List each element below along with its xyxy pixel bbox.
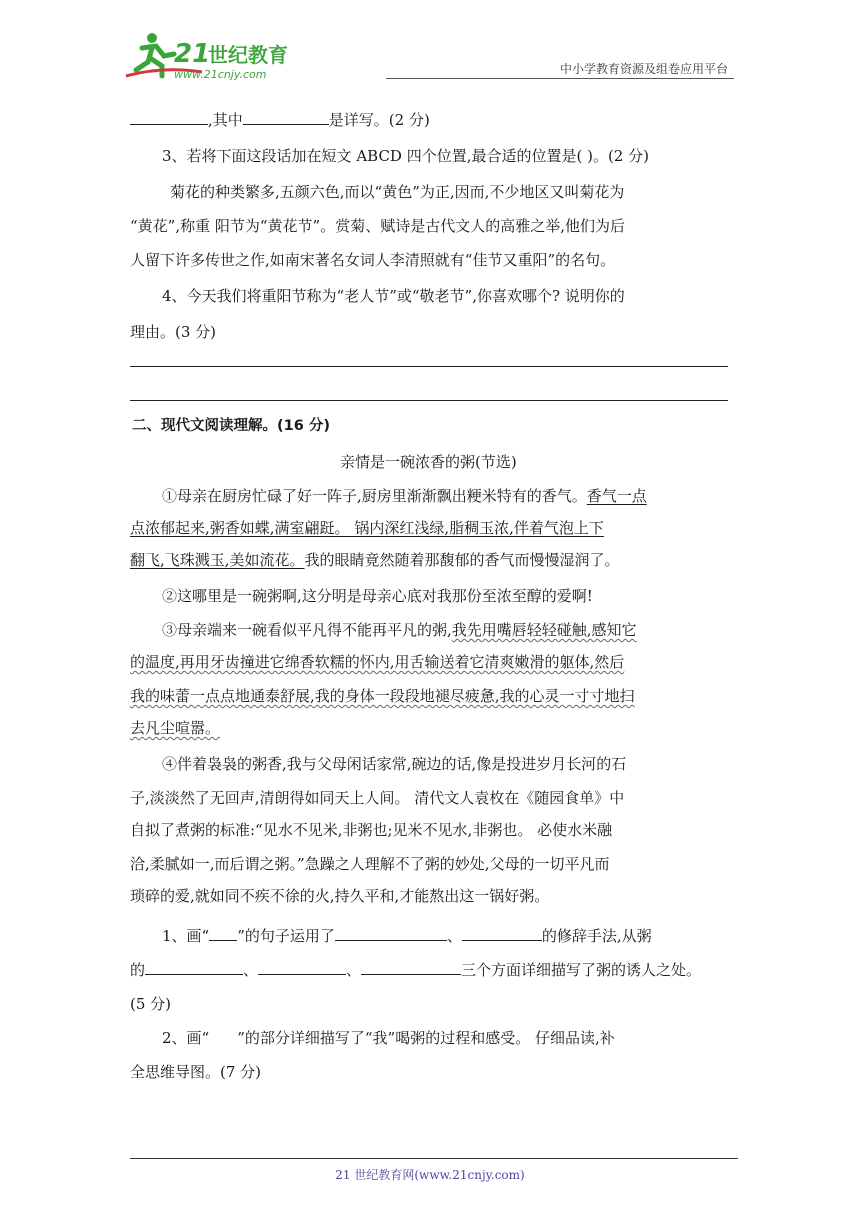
footer-rule bbox=[130, 1158, 738, 1159]
underlined-sentence: 香气一点 bbox=[586, 487, 647, 505]
page-footer bbox=[0, 1166, 860, 1183]
paragraph-1: 翻飞,飞珠溅玉,美如流花。我的眼睛竟然随着那馥郁的香气而慢慢湿润了。 bbox=[130, 551, 620, 569]
footer-link[interactable]: 21 世纪教育网(www.21cnjy.com) bbox=[335, 1168, 525, 1182]
paragraph-3 bbox=[130, 686, 635, 706]
passage-line: 人留下许多传世之作,如南宋著名女词人李清照就有“佳节又重阳”的名句。 bbox=[130, 251, 616, 269]
question-3: 3、若将下面这段话加在短文 ABCD 四个位置,最合适的位置是( )。(2 分) bbox=[162, 147, 649, 165]
answer-blank[interactable] bbox=[335, 926, 447, 941]
paragraph-1: ①母亲在厨房忙碌了好一阵子,厨房里渐渐飘出粳米特有的香气。香气一点 bbox=[162, 487, 647, 505]
underlined-sentence: 锅内深红浅绿,脂稠玉浓,伴着气泡上下 bbox=[349, 519, 604, 537]
paragraph-4: 琐碎的爱,就如同不疾不徐的火,持久平和,才能熬出这一锅好粥。 bbox=[130, 887, 550, 905]
article-title: 亲情是一碗浓香的粥(节选) bbox=[340, 453, 517, 471]
wavy-underlined-part: 去凡尘喧嚣。 bbox=[130, 719, 221, 737]
site-logo bbox=[122, 26, 322, 82]
question-2-cont: 全思维导图。(7 分) bbox=[130, 1063, 262, 1081]
answer-blank[interactable] bbox=[145, 960, 243, 975]
logo-url: www.21cnjy.com bbox=[174, 68, 267, 81]
paragraph-4: ④伴着袅袅的粥香,我与父母闲话家常,碗边的话,像是投进岁月长河的石 bbox=[162, 755, 627, 773]
question-1: 1、画“ ”的句子运用了 、 的修辞手法,从粥 bbox=[162, 927, 652, 945]
underlined-sentence: 翻飞,飞珠溅玉,美如流花。 bbox=[130, 551, 305, 569]
answer-blank[interactable] bbox=[361, 960, 461, 975]
paragraph-4: 洽,柔腻如一,而后谓之粥。”急躁之人理解不了粥的妙处,父母的一切平凡而 bbox=[130, 855, 610, 873]
question-4: 4、今天我们将重阳节称为“老人节”或“敬老节”,你喜欢哪个? 说明你的 bbox=[162, 287, 625, 305]
answer-line[interactable] bbox=[130, 400, 728, 401]
paragraph-3: ③母亲端来一碗看似平凡得不能再平凡的粥,我先用嘴唇轻轻碰触,感知它 bbox=[162, 621, 637, 639]
wavy-underlined-part: 我先用嘴唇轻轻碰触,感知它 bbox=[451, 621, 637, 639]
answer-blank[interactable] bbox=[243, 110, 329, 125]
paragraph-2: ②这哪里是一碗粥啊,这分明是母亲心底对我那份至浓至醇的爱啊! bbox=[162, 587, 593, 605]
passage-line: “黄花”,称重 阳节为“黄花节”。赏菊、赋诗是古代文人的高雅之举,他们为后 bbox=[130, 217, 625, 235]
answer-blank[interactable] bbox=[462, 926, 542, 941]
paragraph-4: 自拟了煮粥的标准:“见水不见米,非粥也;见米不见水,非粥也。 必使水米融 bbox=[130, 821, 613, 839]
svg-text:世纪教育: 世纪教育 bbox=[208, 43, 288, 67]
section-heading: 二、现代文阅读理解。(16 分) bbox=[132, 418, 330, 434]
page-header bbox=[122, 26, 734, 82]
question-1-score: (5 分) bbox=[130, 995, 172, 1013]
header-rule bbox=[386, 78, 734, 79]
paragraph-4: 子,淡淡然了无回声,清朗得如同天上人间。 清代文人袁枚在《随园食单》中 bbox=[130, 789, 625, 807]
question-2: 2、画“ ”的部分详细描写了“我”喝粥的过程和感受。 仔细品读,补 bbox=[162, 1029, 615, 1047]
wavy-underlined-part: 我的味蕾一点点地通泰舒展,我的身体一段段地褪尽疲惫,我的心灵一寸寸地扫 bbox=[130, 687, 635, 705]
answer-blank[interactable] bbox=[130, 110, 208, 125]
answer-blank[interactable] bbox=[258, 960, 346, 975]
answer-line[interactable] bbox=[130, 366, 728, 367]
question-4-cont: 理由。(3 分) bbox=[130, 323, 217, 341]
passage-line: 菊花的种类繁多,五颜六色,而以“黄色”为正,因而,不少地区又叫菊花为 bbox=[170, 183, 625, 201]
underline-sample bbox=[209, 926, 237, 941]
paragraph-3 bbox=[130, 718, 220, 738]
wavy-sample bbox=[209, 1028, 237, 1042]
platform-name: 中小学教育资源及组卷应用平台 bbox=[559, 62, 728, 76]
question-1-cont: 的 、 、 三个方面详细描写了粥的诱人之处。 bbox=[130, 961, 702, 979]
paragraph-3 bbox=[130, 652, 624, 672]
wavy-underlined-part: 的温度,再用牙齿撞进它绵香软糯的怀内,用舌输送着它清爽嫩滑的躯体,然后 bbox=[130, 653, 625, 671]
svg-text:21: 21 bbox=[174, 39, 211, 69]
paragraph-1 bbox=[130, 518, 604, 538]
underlined-sentence: 点浓郁起来,粥香如蝶,满室翩跹。 bbox=[130, 519, 350, 537]
q2-fill-line: ,其中 是详写。(2 分) bbox=[130, 110, 430, 130]
